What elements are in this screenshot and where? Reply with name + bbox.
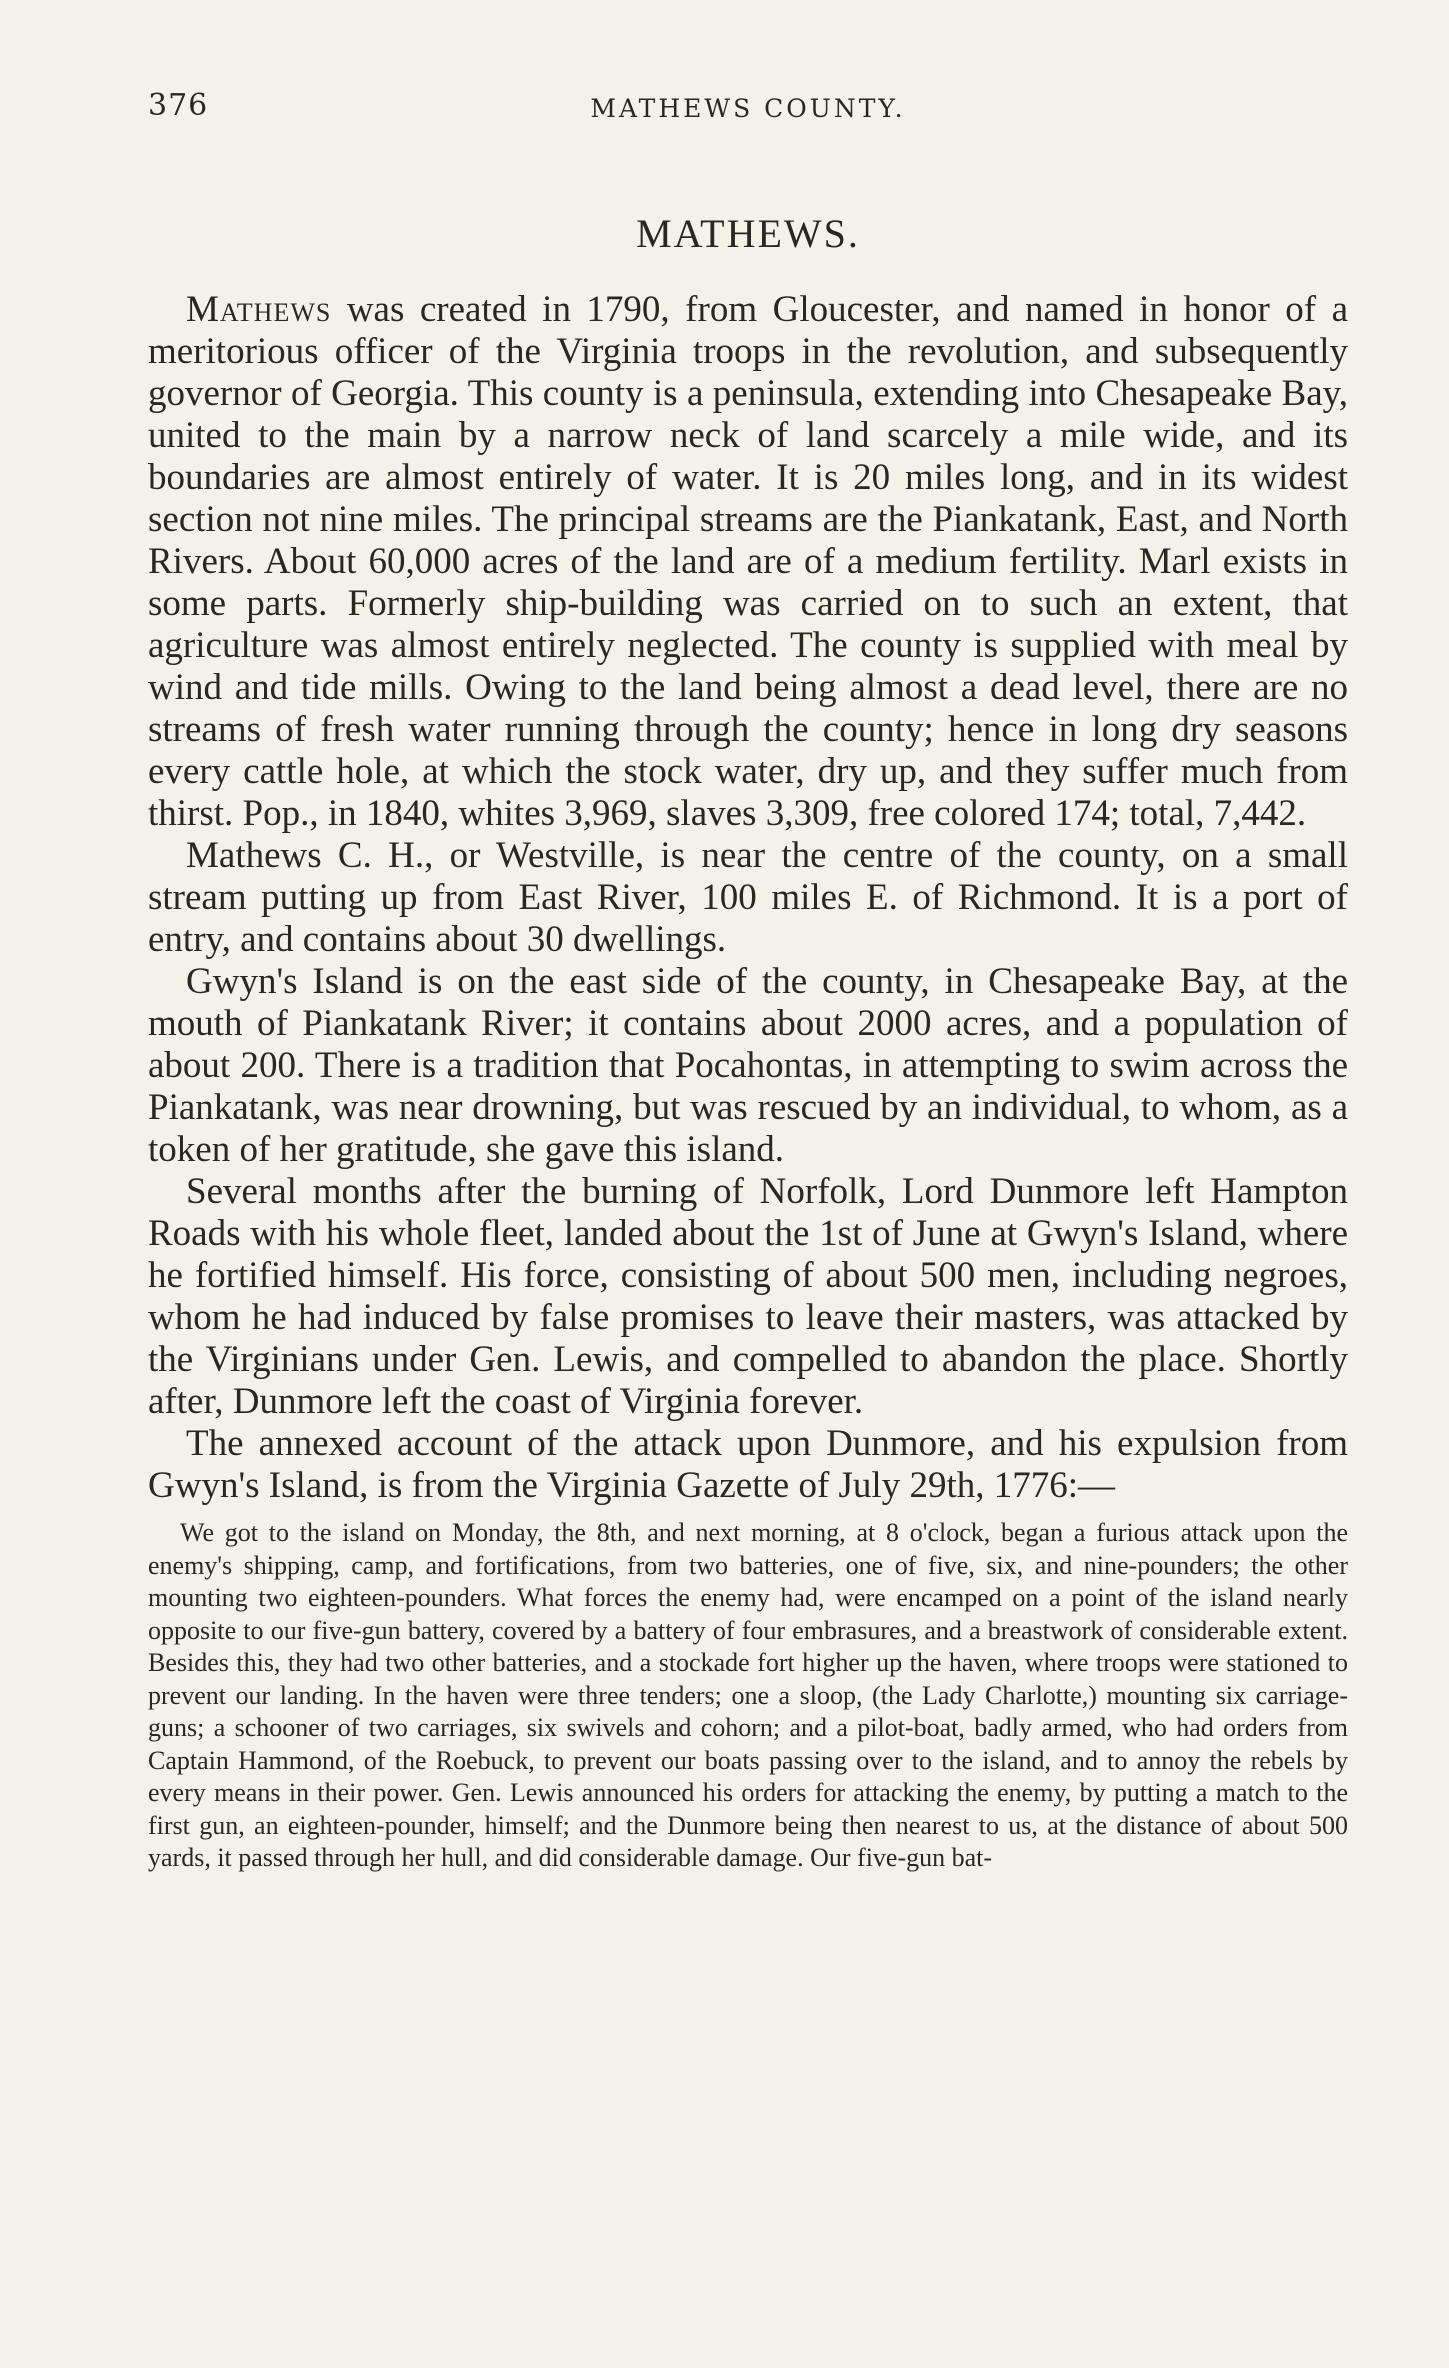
running-head bbox=[148, 88, 1348, 128]
paragraph-intro-text: was created in 1790, from Gloucester, and named in honor of a meritorious officer of the Virginia troops in the revolution, and subsequently governor of Georgia. This county is a peninsula, extending into Chesapeake Bay, united to the main by a narrow neck of land scarcely a mile wide, and its boundaries are almost entirely of water. It is 20 miles long, and in its widest section not nine miles. The principal streams are the Piankatank, East, and North Rivers. About 60,000 acres of the land are of a medium fertility. Marl exists in some parts. Formerly ship-building was carried on to such an extent, that agriculture was almost entirely neglected. The county is supplied with meal by wind and tide mills. Owing to the land being almost a dead level, there are no streams of fresh water running through the county; hence in long dry seasons every cattle hole, at which the stock water, dry up, and they suffer much from thirst. Pop., in 1840, whites 3,969, slaves 3,309, free colored 174; total, 7,442. bbox=[148, 289, 1348, 834]
paragraph-gwyns-island: Gwyn's Island is on the east side of the county, in Chesapeake Bay, at the mouth of Piankatank River; it contains about 2000 acres, and a population of about 200. There is a tradition that Pocahontas, in attempting to swim across the Piankatank, was near drowning, but was rescued by an individual, to whom, as a token of her gratitude, she gave this island. bbox=[148, 961, 1348, 1170]
paragraph-dunmore: Several months after the burning of Norfolk, Lord Dunmore left Hampton Roads with his whole fleet, landed about the 1st of June at Gwyn's Island, where he fortified himself. His force, consisting of about 500 men, including negroes, whom he had induced by false promises to leave their masters, was attacked by the Virginians under Gen. Lewis, and compelled to abandon the place. Shortly after, Dunmore left the coast of Virginia forever. bbox=[148, 1171, 1348, 1422]
paragraph-courthouse: Mathews C. H., or Westville, is near the centre of the county, on a small stream putting up from East River, 100 miles E. of Richmond. It is a port of entry, and contains about 30 dwellings. bbox=[148, 835, 1348, 960]
chapter-title: MATHEWS. bbox=[636, 211, 860, 256]
paragraph-intro bbox=[148, 289, 1348, 835]
page-number: 376 bbox=[148, 88, 209, 123]
running-title: MATHEWS COUNTY. bbox=[590, 94, 906, 123]
book-page bbox=[148, 88, 1348, 1875]
paragraph-gazette-intro: The annexed account of the attack upon Dunmore, and his expulsion from Gwyn's Island, is from the Virginia Gazette of July 29th, 1776:— bbox=[148, 1423, 1348, 1506]
block-quote: We got to the island on Monday, the 8th, and next morning, at 8 o'clock, began a furious attack upon the enemy's shipping, camp, and fortifications, from two batteries, one of five, six, and nine-pounders; the other mounting two eighteen-pounders. What forces the enemy had, were encamped on a point of the island nearly opposite to our five-gun battery, covered by a battery of four embrasures, and a breastwork of considerable extent. Besides this, they had two other batteries, and a stockade fort higher up the haven, where troops were stationed to prevent our landing. In the haven were three tenders; one a sloop, (the Lady Charlotte,) mounting six carriage-guns; a schooner of two carriages, six swivels and cohorn; and a pilot-boat, badly armed, who had orders from Captain Hammond, of the Roebuck, to prevent our boats passing over to the island, and to annoy the rebels by every means in their power. Gen. Lewis announced his orders for attacking the enemy, by putting a match to the first gun, an eighteen-pounder, himself; and the Dunmore being then nearest to us, at the distance of about 500 yards, it passed through her hull, and did considerable damage. Our five-gun bat- bbox=[148, 1518, 1348, 1872]
paragraph-lead-word: Mathews bbox=[186, 289, 332, 330]
